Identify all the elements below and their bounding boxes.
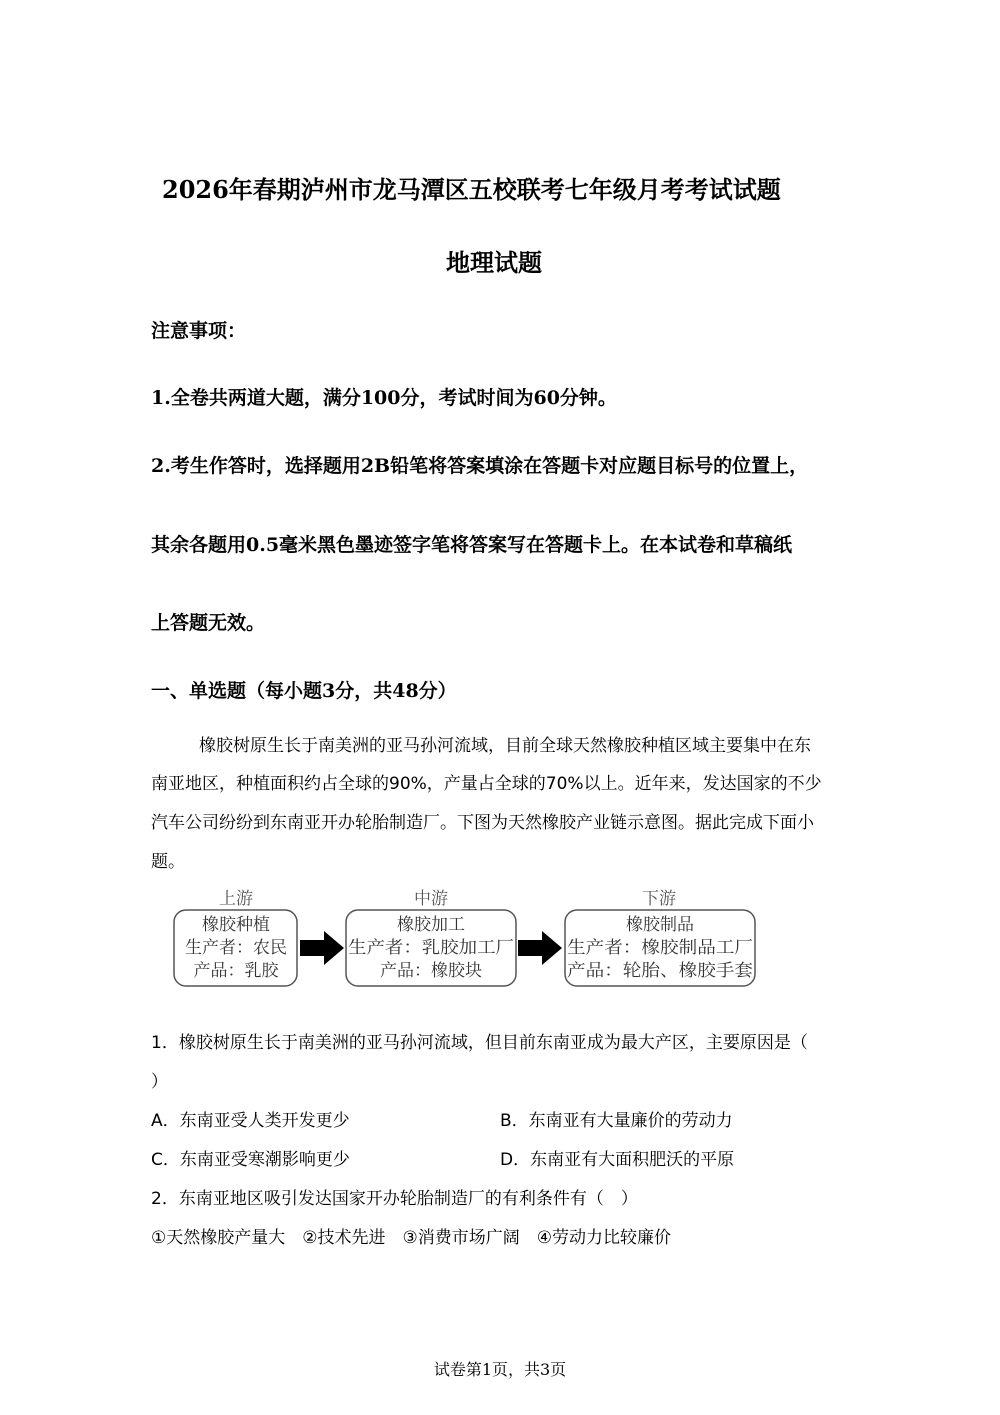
arrow-right-icon: [300, 931, 344, 965]
section-heading: 一、单选题（每小题3分，共48分）: [151, 680, 457, 702]
question-1-option-c: C．东南亚受寒潮影响更少: [151, 1150, 350, 1170]
stage-1-product: 产品：乳胶: [193, 961, 279, 981]
notes-item-2-line-1: 2.考生作答时，选择题用2B铅笔将答案填涂在答题卡对应题目标号的位置上，: [151, 455, 809, 477]
question-1-stem: 1．橡胶树原生长于南美洲的亚马孙河流域，但目前东南亚成为最大产区，主要原因是（: [151, 1033, 808, 1053]
arrow-right-icon: [518, 931, 562, 965]
stage-1-header: 上游: [219, 889, 253, 909]
notes-heading: 注意事项：: [151, 320, 247, 342]
stage-1-producer: 生产者：农民: [185, 938, 287, 958]
question-1-option-d: D．东南亚有大面积肥沃的平原: [500, 1150, 735, 1170]
passage-line-1: 橡胶树原生长于南美洲的亚马孙河流域，目前全球天然橡胶种植区域主要集中在东: [199, 736, 811, 756]
question-1-option-a: A．东南亚受人类开发更少: [151, 1111, 350, 1131]
question-1-option-b: B．东南亚有大量廉价的劳动力: [500, 1111, 733, 1131]
rubber-industry-chain-diagram: [172, 886, 762, 992]
stage-2-product: 产品：橡胶块: [380, 961, 482, 981]
notes-item-2-line-2: 其余各题用0.5毫米黑色墨迹签字笔将答案写在答题卡上。在本试卷和草稿纸: [151, 534, 793, 556]
page-footer: 试卷第1页，共3页: [433, 1360, 567, 1379]
stage-2-header: 中游: [414, 889, 448, 909]
passage-line-4: 题。: [151, 852, 185, 872]
stage-3-product: 产品：轮胎、橡胶手套: [567, 961, 753, 981]
stage-3-header: 下游: [642, 889, 676, 909]
exam-title: 2026年春期泸州市龙马潭区五校联考七年级月考考试试题: [162, 175, 781, 204]
question-2-statements: ①天然橡胶产量大 ②技术先进 ③消费市场广阔 ④劳动力比较廉价: [151, 1228, 671, 1248]
subject-title: 地理试题: [446, 248, 542, 277]
stage-1-name: 橡胶种植: [202, 915, 270, 935]
stage-3-producer: 生产者：橡胶制品工厂: [567, 938, 753, 958]
stage-2-name: 橡胶加工: [397, 915, 465, 935]
notes-item-2-line-3: 上答题无效。: [151, 612, 266, 634]
stage-2-producer: 生产者：乳胶加工厂: [348, 938, 514, 958]
stage-3-name: 橡胶制品: [626, 915, 694, 935]
passage-line-3: 汽车公司纷纷到东南亚开办轮胎制造厂。下图为天然橡胶产业链示意图。据此完成下面小: [151, 813, 814, 833]
question-1-stem-end: ）: [151, 1072, 168, 1092]
notes-item-1: 1.全卷共两道大题，满分100分，考试时间为60分钟。: [151, 387, 617, 409]
question-2-stem: 2．东南亚地区吸引发达国家开办轮胎制造厂的有利条件有（ ）: [151, 1189, 638, 1209]
passage-line-2: 南亚地区，种植面积约占全球的90%，产量占全球的70%以上。近年来，发达国家的不少: [151, 774, 822, 794]
